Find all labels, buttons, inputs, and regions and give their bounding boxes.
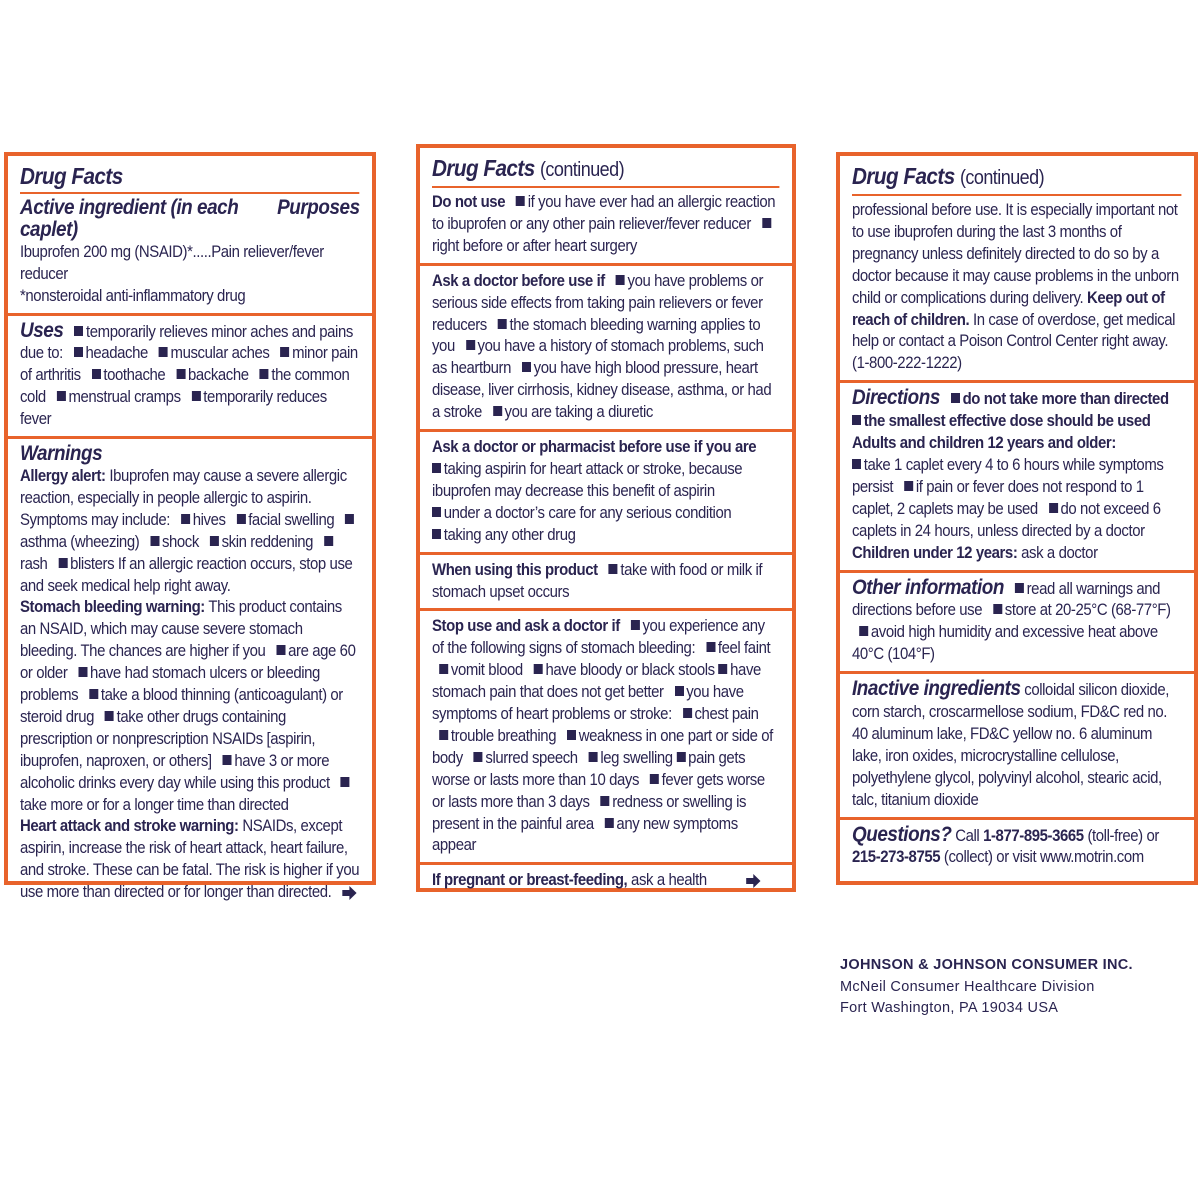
purposes-heading: Purposes [277, 196, 360, 219]
bullet-square-icon [904, 481, 913, 491]
bullet-square-icon [852, 459, 861, 469]
bullet-square-icon [192, 391, 201, 401]
uses-heading: Uses [20, 318, 64, 342]
bullet-square-icon [601, 796, 610, 806]
bullet-square-icon [650, 774, 659, 784]
bullet-square-icon [1015, 583, 1024, 593]
bullet-square-icon [78, 667, 87, 677]
uses-item: headache [85, 343, 148, 363]
bullet-square-icon [432, 529, 441, 539]
bullet-square-icon [859, 626, 868, 636]
uses-item: toothache [103, 365, 166, 385]
bullet-square-icon [474, 752, 483, 762]
bullet-square-icon [345, 514, 354, 524]
continue-arrow-icon [342, 886, 356, 900]
bullet-square-icon [1049, 503, 1058, 513]
bullet-square-icon [466, 340, 475, 350]
uses-item: menstrual cramps [68, 387, 181, 407]
uses-section [8, 316, 372, 440]
bullet-square-icon [57, 391, 66, 401]
bullet-square-icon [609, 564, 618, 574]
bullet-square-icon [280, 347, 289, 357]
ask-pharmacist-section: Ask a doctor or pharmacist before use if you are taking aspirin for heart attack or stroke, because ibuprofen may decrease this benefit of aspirin under a doctor’s care for any serious condition taking any other drug [420, 432, 792, 555]
panel-title: Drug Facts (continued) [432, 154, 780, 188]
drug-facts-panel-2 [416, 144, 796, 892]
uses-item: muscular aches [170, 343, 270, 363]
inactive-ingredients-section: Inactive ingredients colloidal silicon dioxide, corn starch, croscarmellose sodium, FD&C red no. 40 aluminum lake, FD&C yellow no. 6 aluminum lake, iron oxides, microcrystalline cellulose, polyethylene glycol, polyvinyl alcohol, stearic acid, talc, titanium dioxide [840, 674, 1194, 819]
bullet-square-icon [951, 393, 960, 403]
do-not-use-section: Drug Facts (continued) Do not use if you have ever had an allergic reaction to ibuprofen or any other pain reliever/fever reducer right before or after heart surgery [420, 148, 792, 266]
directions-section: Directions do not take more than directed the smallest effective dose should be used Adults and children 12 years and older: take 1 caplet every 4 to 6 hours while symptoms persist if pain or fever does not respond to 1 caplet, 2 caplets may be used do not exceed 6 caplets in 24 hours, unless directed by a doctor Children under 12 years: ask a doctor [840, 383, 1194, 572]
children-heading: Children under 12 years: [852, 542, 1018, 562]
bullet-square-icon [74, 347, 83, 357]
panel-title: Drug Facts [20, 162, 360, 194]
bullet-square-icon [616, 275, 625, 285]
bullet-square-icon [181, 514, 190, 524]
bullet-square-icon [589, 752, 598, 762]
bullet-square-icon [852, 415, 861, 425]
bullet-square-icon [74, 326, 83, 336]
bullet-square-icon [522, 362, 531, 372]
bullet-square-icon [567, 730, 576, 740]
bullet-square-icon [324, 536, 333, 546]
bullet-square-icon [105, 711, 114, 721]
bullet-square-icon [605, 818, 614, 828]
stomach-bleeding-warning: Stomach bleeding warning: This product contains an NSAID, which may cause severe stomach bleeding. The chances are higher if you are age 60 or older have had stomach ulcers or bleeding problems take a blood thinning (anticoagulant) or steroid drug take other drugs containing prescription or nonprescription NSAIDs [aspirin, ibuprofen, naproxen, or others] have 3 or more alcoholic drinks every day while using this product take more or for a longer time than directed [20, 597, 356, 814]
bullet-square-icon [676, 752, 685, 762]
collect-phone: 215-273-8755 [852, 847, 941, 867]
bullet-square-icon [498, 319, 507, 329]
drug-facts-panel-3 [836, 152, 1198, 885]
questions-section: Questions? Call 1-877-895-3665 (toll-free) or 215-273-8755 (collect) or visit www.motrin.com [852, 822, 1159, 867]
stop-use-section: Stop use and ask a doctor if you experience any of the following signs of stomach bleeding: feel faint vomit blood have bloody or black stools have stomach pain that does not get better you have symptoms of heart problems or stroke: chest pain trouble breathing weakness in one part or side of body slurred speech leg swelling pain gets worse or lasts more than 10 days fever gets worse or lasts more than 3 days redness or swelling is present in the painful area any new symptoms appear [420, 611, 792, 865]
bullet-square-icon [176, 369, 185, 379]
ask-pharmacist-heading: Ask a doctor or pharmacist before use if you are [432, 437, 757, 457]
pregnant-section: If pregnant or breast-feeding, ask a health [420, 865, 792, 897]
pregnancy-continued-section: Drug Facts (continued) professional before use. It is especially important not to use ibuprofen during the last 3 months of pregnancy unless definitely directed to do so by a doctor because it may cause problems in the unborn child or complications during delivery. Keep out of reach of children. In case of overdose, get medical help or contact a Poison Control Center right away. (1-800-222-1222) [840, 156, 1194, 383]
manufacturer-division: McNeil Consumer Healthcare Division [840, 978, 1095, 995]
do-not-use-heading: Do not use [432, 192, 506, 211]
directions-heading: Directions [852, 386, 940, 410]
bullet-square-icon [58, 558, 67, 568]
uses-item: minor pain of arthritis [20, 343, 358, 385]
stop-use-heading: Stop use and ask a doctor if [432, 616, 620, 636]
active-ingredient-heading: Active ingredient (in each caplet) [20, 196, 239, 241]
bullet-square-icon [439, 664, 448, 674]
bullet-square-icon [439, 730, 448, 740]
active-ingredient-note: *nonsteroidal anti-inflammatory drug [20, 285, 246, 305]
heart-attack-warning: Heart attack and stroke warning: NSAIDs, except aspirin, increase the risk of heart attack, heart failure, and stroke. These can be fatal. The risk is higher if you use more than directed or for longer than directed. [20, 816, 360, 902]
manufacturer-info [840, 955, 1133, 1020]
warnings-section [8, 439, 372, 909]
bullet-square-icon [432, 463, 441, 473]
bullet-square-icon [236, 514, 245, 524]
uses-item: temporarily reduces fever [20, 387, 327, 429]
bullet-square-icon [341, 777, 350, 787]
when-using-section: When using this product take with food or milk if stomach upset occurs [420, 555, 792, 612]
uses-item: temporarily relieves minor aches and pains due to: [20, 321, 353, 363]
bullet-square-icon [276, 645, 285, 655]
bullet-square-icon [260, 369, 269, 379]
bullet-square-icon [516, 196, 525, 206]
when-using-heading: When using this product [432, 559, 598, 579]
manufacturer-address: Fort Washington, PA 19034 USA [840, 1000, 1059, 1016]
adults-heading: Adults and children 12 years and older: [852, 433, 1116, 453]
ask-doctor-section: Ask a doctor before use if you have problems or serious side effects from taking pain relievers or fever reducers the stomach bleeding warning applies to you you have a history of stomach problems, such as heartburn you have high blood pressure, heart disease, liver cirrhosis, kidney disease, asthma, or had a stroke you are taking a diuretic [420, 266, 792, 432]
active-ingredient-section [8, 156, 372, 316]
bullet-square-icon [993, 604, 1002, 614]
drug-facts-panel-1 [4, 152, 376, 902]
uses-item: backache [187, 365, 249, 385]
bullet-square-icon [683, 708, 692, 718]
bullet-square-icon [762, 218, 771, 228]
warnings-heading: Warnings [20, 442, 103, 466]
bullet-square-icon [675, 686, 684, 696]
bullet-square-icon [706, 642, 715, 652]
bullet-square-icon [534, 664, 543, 674]
pregnant-heading: If pregnant or breast-feeding, [432, 870, 628, 890]
bullet-square-icon [718, 664, 727, 674]
panel-title: Drug Facts (continued) [852, 162, 1182, 196]
bullet-square-icon [210, 536, 219, 546]
bullet-square-icon [150, 536, 159, 546]
other-information-section: Other information read all warnings and directions before use store at 20-25°C (68-77°F) avoid high humidity and excessive heat above 40°C (104°F) [840, 573, 1194, 675]
toll-free-phone: 1-877-895-3665 [983, 825, 1084, 845]
uses-item: the common cold [20, 365, 350, 407]
bullet-square-icon [159, 347, 168, 357]
bullet-square-icon [432, 507, 441, 517]
bullet-square-icon [631, 620, 640, 630]
ask-doctor-heading: Ask a doctor before use if [432, 270, 605, 290]
questions-heading: Questions? [852, 822, 952, 846]
active-ingredient-line: Ibuprofen 200 mg (NSAID)*.....Pain reliever/fever reducer [20, 241, 324, 283]
allergy-alert: Allergy alert: Ibuprofen may cause a severe allergic reaction, especially in people allergic to aspirin. Symptoms may include: hives facial swelling asthma (wheezing) shock skin reddening rash blisters If an allergic reaction occurs, stop use and seek medical help right away. [20, 465, 353, 595]
bullet-square-icon [493, 406, 502, 416]
continue-arrow-icon [746, 874, 760, 888]
keep-out-heading: Keep out of reach of children. [852, 287, 1165, 329]
bullet-square-icon [223, 755, 232, 765]
inactive-ingredients-heading: Inactive ingredients [852, 677, 1021, 701]
other-information-heading: Other information [852, 575, 1004, 599]
bullet-square-icon [92, 369, 101, 379]
manufacturer-name: JOHNSON & JOHNSON CONSUMER INC. [840, 957, 1133, 973]
bullet-square-icon [89, 689, 98, 699]
